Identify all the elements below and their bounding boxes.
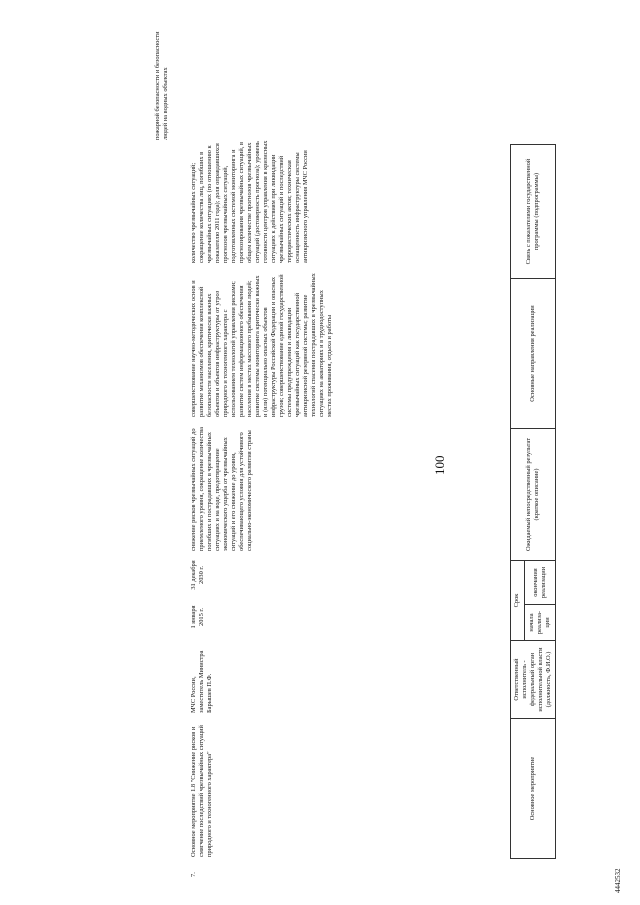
carryover-link-text: пожарной безопасности и безопасности людей на водных объектах: [154, 31, 169, 140]
row-directions: совершенствование научно-методических основ и развитие механизмов обеспечения комплексной безопасности населения, критически важных объектов и объектов инфраструктуры от угроз природного и техногенного характера с использованием технологий управления рисками; развитие систем информационного обеспечения населения в местах массового пребывания людей; развитие системы мониторинга критически важных и (или) потенциально опасных объектов инфраструктуры Российской Федерации и опасных грузов; совершенствование единой государственной системы предупреждения и ликвидации чрезвычайных ситуаций как государственной антикризисной резервной системы; развитие технологий спасения пострадавших в чрезвычайных ситуациях на акваториях и в труднодоступных местах проживания, отдыха и работы: [190, 273, 333, 417]
row-start-date: 1 января 2015 г.: [190, 605, 205, 629]
header-measure: Основное мероприятие: [511, 719, 556, 859]
row-end-date: 31 декабря 2030 г.: [190, 560, 205, 590]
row-number: 7.: [190, 872, 197, 877]
header-link: Связь с показателями государственной программы (подпрограммы): [511, 145, 556, 279]
row-measure: Основное мероприятие 1.8 "Снижение рисков и смягчение последствий чрезвычайных ситуаций природного и техногенного характера": [190, 725, 213, 857]
page-number: 100: [432, 455, 447, 475]
header-term: Срок: [511, 561, 525, 641]
header-result: Ожидаемый непосредственный результат (краткое описание): [511, 429, 556, 561]
document-id: 4442532: [614, 868, 622, 893]
header-executor: Ответственный исполнитель - федеральный орган исполнительной власти (должность, Ф.И.О.): [511, 641, 556, 719]
header-term-end: окончания реализации: [524, 561, 555, 605]
row-executor: МЧС России, заместитель Министра Барышев П.Ф.: [190, 650, 213, 713]
header-term-start: начала реализа-ции: [524, 605, 555, 641]
row-result: снижение рисков чрезвычайных ситуаций до приемлемого уровня, сокращение количества погибших и пострадавших в чрезвычайных ситуациях и на воде, предотвращение экономического ущерба от чрезвычайных ситуаций и его снижение до уровня, обеспечивающего условия для устойчивого социально-экономического развития страны: [190, 427, 253, 551]
row-link: количество чрезвычайных ситуаций; сокращение количества лиц, погибших в чрезвычайных ситуациях (по отношению к показателю 2011 года); доля оправдавшихся прогнозов чрезвычайных ситуаций, подготовленных системой мониторинга и прогнозирования чрезвычайных ситуаций, в общем количестве прогнозов чрезвычайных ситуаций (достоверность прогноза); уровень готовности центров управления в кризисных ситуациях к действиям при ликвидации чрезвычайных ситуаций и последствий террористических актов; техническая оснащенность инфраструктуры системы антикризисного управления МЧС России: [190, 140, 309, 263]
header-directions: Основные направления реализации: [511, 279, 556, 429]
